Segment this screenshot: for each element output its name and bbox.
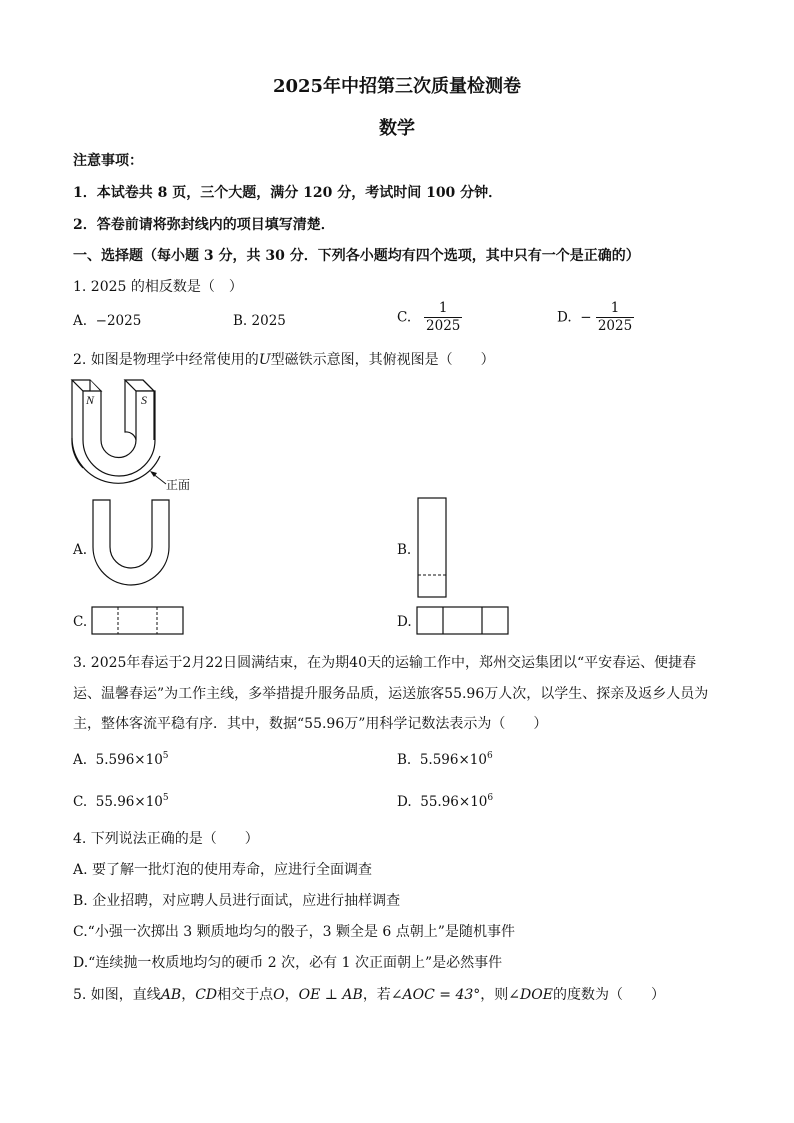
q2-option-c-label: C. [73, 614, 88, 630]
section-1-heading: 一、选择题（每小题 3 分，共 30 分．下列各小题均有四个选项，其中只有一个是正确的） [73, 248, 640, 264]
q1-option-d: D. − $\frac{1}{2025}$ [557, 300, 633, 334]
q5-stem: 5. 如图，直线AB，CD相交于点O，OE ⊥ AB，若∠AOC = 43°，则∠DOE的度数为（ ） [73, 987, 665, 1003]
notes-heading: 注意事项： [73, 153, 143, 169]
notes-line-1: 1．本试卷共 8 页，三个大题，满分 120 分，考试时间 100 分钟． [73, 185, 503, 201]
q3-line-1: 3. 2025年春运于2月22日圆满结束，在为期40天的运输工作中，郑州交运集团以“平安春运、便捷春 [73, 655, 697, 671]
q3-line-3: 主，整体客流平稳有序．其中，数据“55.96万”用科学记数法表示为（ ） [73, 716, 548, 732]
q1-a-value: −2025 [95, 313, 142, 329]
q1-d-fraction: $\frac{1}{2025}$ [597, 300, 633, 334]
magnet-s-label: S [141, 393, 147, 407]
q2-option-c-figure [91, 606, 185, 636]
q2-option-d-label: D. [397, 614, 412, 630]
q2-option-a-label: A. [73, 542, 88, 558]
magnet-n-label: N [86, 393, 95, 407]
q2-option-a-figure [92, 499, 172, 583]
q1-option-a: A. −2025 [73, 313, 142, 329]
q2-option-b-figure [417, 497, 449, 599]
notes-line-2: 2．答卷前请将弥封线内的项目填写清楚． [73, 217, 335, 233]
q1-option-b: B. 2025 [233, 313, 286, 329]
q3-option-b: B. $5.596\times 10^6$ [397, 751, 493, 768]
q4-option-d: D.“连续抛一枚质地均匀的硬币 2 次，必有 1 次正面朝上”是必然事件 [73, 955, 503, 971]
q2-stem: 2. 如图是物理学中经常使用的U型磁铁示意图，其俯视图是（ ） [73, 352, 495, 368]
q3-line-2: 运、温馨春运”为工作主线，多举措提升服务品质，运送旅客55.96万人次，以学生、探亲及返乡人员为 [73, 686, 709, 702]
q1-option-c: C. $\frac{1}{2025}$ [397, 300, 461, 334]
q4-option-a: A. 要了解一批灯泡的使用寿命，应进行全面调查 [73, 862, 373, 878]
front-label: 正面 [166, 478, 191, 492]
subject-title: 数学 [379, 118, 415, 139]
exam-title: 2025年中招第三次质量检测卷 [272, 76, 522, 97]
q3-option-a: A. $5.596\times 10^5$ [73, 751, 169, 768]
q1-c-fraction: $\frac{1}{2025}$ [426, 300, 461, 334]
q2-option-d-figure [416, 606, 510, 636]
q3-option-d: D. $55.96\times 10^6$ [397, 793, 494, 810]
q3-option-c: C. $55.96\times 10^5$ [73, 793, 169, 810]
q4-option-c: C.“小强一次掷出 3 颗质地均匀的骰子，3 颗全是 6 点朝上”是随机事件 [73, 924, 515, 940]
q4-stem: 4. 下列说法正确的是（ ） [73, 831, 259, 847]
q2-option-b-label: B. [397, 542, 412, 558]
q1-b-value: 2025 [251, 313, 286, 329]
q4-option-b: B. 企业招聘，对应聘人员进行面试，应进行抽样调查 [73, 893, 401, 909]
u-magnet-figure [70, 376, 220, 496]
q1-stem: 1. 2025 的相反数是（ ） [73, 279, 243, 295]
